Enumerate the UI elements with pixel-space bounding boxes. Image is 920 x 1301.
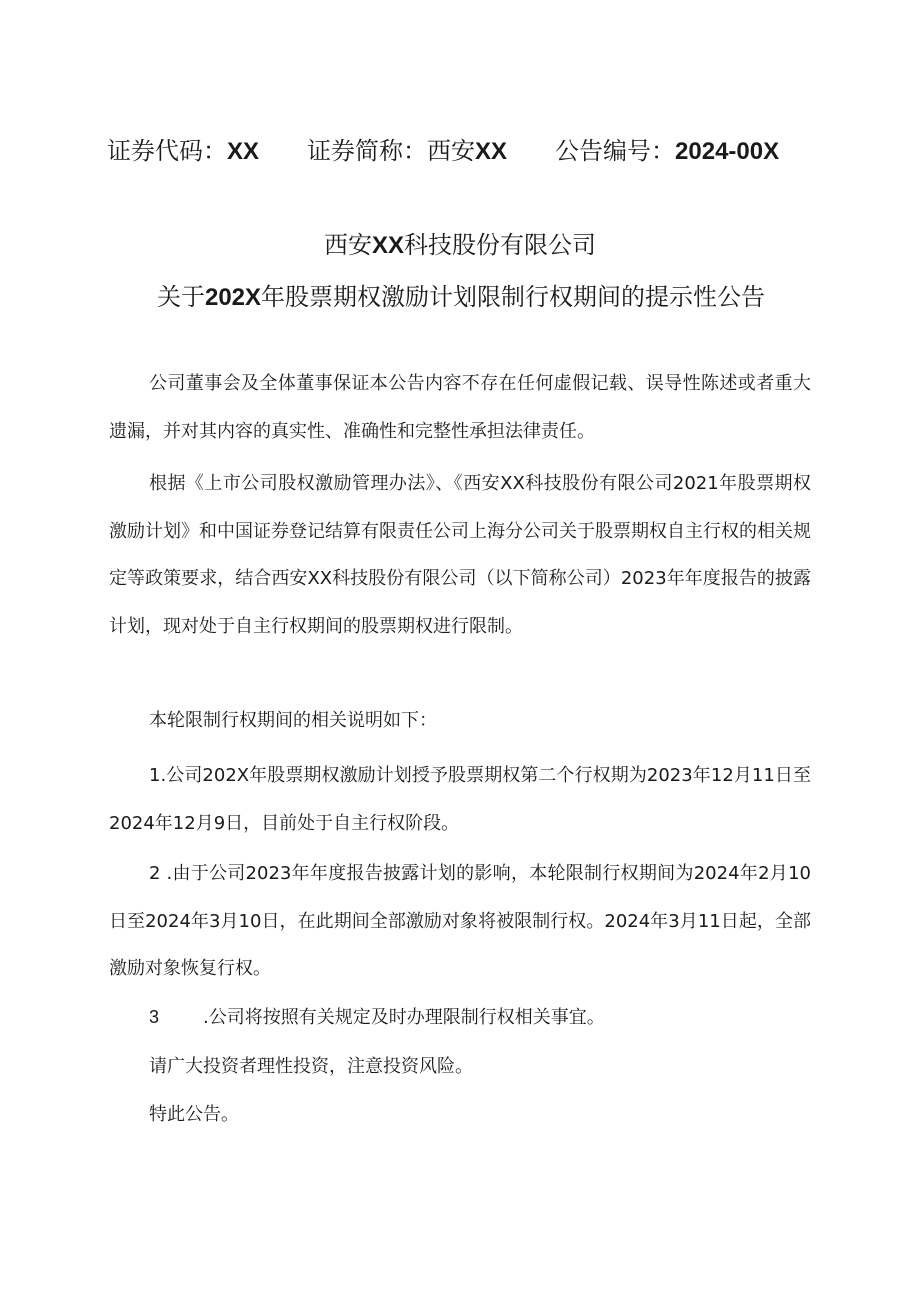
paragraph-disclaimer: 公司董事会及全体董事保证本公告内容不存在任何虚假记载、误导性陈述或者重大遗漏，并对其内容的真实性、准确性和完整性承担法律责任。 [109, 373, 811, 442]
item-3-text: .公司将按照有关规定及时办理限制行权相关事宜。 [203, 1007, 605, 1028]
paragraph-risk-notice: 请广大投资者理性投资，注意投资风险。 [149, 1056, 473, 1077]
company-title [0, 228, 920, 263]
company-title-part: 科技股份有限公司 [404, 231, 596, 259]
stock-code-label: 证券代码： [107, 137, 227, 165]
paragraph-closing: 特此公告。 [149, 1104, 239, 1125]
stock-abbr-value: XX [475, 138, 508, 165]
announcement-title [1, 280, 920, 315]
paragraph-item-3 [149, 994, 605, 1042]
stock-code-value: XX [227, 138, 260, 165]
company-title-part: 西安 [323, 231, 372, 259]
announcement-title-part: 年股票期权激励计划限制行权期间的提示性公告 [261, 283, 766, 311]
company-title-part: XX [371, 232, 404, 259]
announcement-number-value: 2024-00X [675, 138, 780, 165]
paragraph-item-1: 1.公司202X年股票期权激励计划授予股票期权第二个行权期为2023年12月11日至2024年12月9日，目前处于自主行权阶段。 [109, 765, 811, 834]
announcement-title-part: 202X [204, 284, 262, 311]
paragraph-item-2: 2 .由于公司2023年年度报告披露计划的影响，本轮限制行权期间为2024年2月10日至2024年3月10日，在此期间全部激励对象将被限制行权。2024年3月11日起，全部激励对象恢复行权。 [109, 863, 811, 979]
announcement-title-part: 关于 [156, 283, 205, 311]
announcement-number-label: 公告编号： [555, 137, 676, 165]
paragraph-basis: 根据《上市公司股权激励管理办法》、《西安XX科技股份有限公司2021年股票期权激励计划》和中国证券登记结算有限责任公司上海分公司关于股票期权自主行权的相关规定等政策要求，结合西安XX科技股份有限公司（以下简称公司）2023年年度报告的披露计划，现对处于自主行权期间的股票期权进行限制。 [109, 473, 811, 637]
stock-abbr-label: 证券简称：西安 [307, 137, 476, 165]
item-3-number: 3 [149, 1007, 160, 1027]
paragraph-intro: 本轮限制行权期间的相关说明如下： [149, 710, 437, 731]
announcement-header [107, 134, 827, 169]
